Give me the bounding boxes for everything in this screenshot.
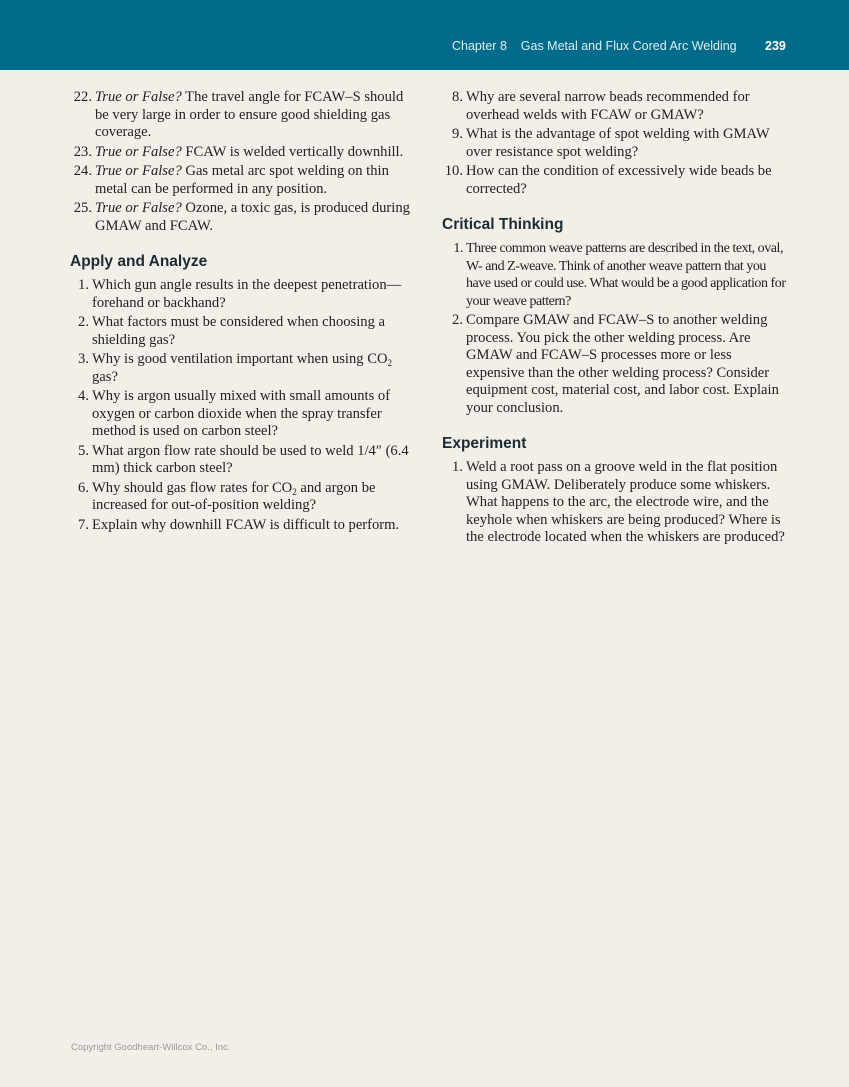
list-item <box>433 312 793 417</box>
true-false-list <box>62 89 412 235</box>
item-number: 5. <box>78 442 89 459</box>
tf-prefix: True or False? <box>95 143 182 160</box>
list-item <box>59 314 412 349</box>
item-number: 3. <box>78 351 89 367</box>
item-number: 25. <box>73 200 92 216</box>
list-item <box>59 277 412 312</box>
tf-prefix: True or False? <box>95 89 182 105</box>
list-item <box>62 144 412 162</box>
list-item <box>59 388 412 441</box>
list-item <box>433 126 793 161</box>
item-number: 7. <box>78 516 89 533</box>
item-text: Ozone, a toxic gas, is produced during GMAW and FCAW. <box>95 200 410 234</box>
list-item <box>62 89 412 142</box>
list-item <box>59 443 412 478</box>
critical-list <box>433 240 793 417</box>
apply-list-continued <box>433 89 793 198</box>
list-item <box>62 163 412 198</box>
item-number: 1. <box>453 241 463 256</box>
page-number: 239 <box>765 39 786 53</box>
item-number: 23. <box>73 143 92 160</box>
copyright-footer: Copyright Goodheart-Willcox Co., Inc. <box>71 1042 231 1053</box>
item-number: 8. <box>452 89 463 105</box>
apply-list <box>59 277 412 534</box>
item-number: 22. <box>73 89 92 105</box>
item-text: Why should gas flow rates for CO <box>92 479 293 496</box>
experiment-list <box>433 459 793 547</box>
item-text: FCAW is welded vertically downhill. <box>181 143 404 160</box>
item-text: and argon be increased for out-of-position welding? <box>92 479 376 513</box>
item-text: Compare GMAW and FCAW–S to another welding process. You pick the other welding process. Are GMAW and FCAW–S processes more or less expensive than the other welding process? Consider equipment cost, material cost, and labor cost. Explain your conclusion. <box>466 312 779 416</box>
list-item <box>59 480 412 515</box>
list-item <box>433 459 793 547</box>
item-text: Why are several narrow beads recommended for overhead welds with FCAW or GMAW? <box>466 89 750 123</box>
subscript: 2 <box>387 358 392 368</box>
item-text: Why is good ventilation important when using CO <box>92 351 388 367</box>
subscript: 2 <box>292 486 297 497</box>
item-text: Gas metal arc spot welding on thin metal can be performed in any position. <box>95 163 389 197</box>
tf-prefix: True or False? <box>95 200 182 216</box>
item-text: Explain why downhill FCAW is difficult to perform. <box>92 516 400 533</box>
section-heading-experiment: Experiment <box>442 435 527 452</box>
list-item <box>433 89 793 124</box>
item-number: 1. <box>452 459 463 475</box>
left-column <box>62 89 412 536</box>
list-item <box>433 163 793 198</box>
tf-prefix: True or False? <box>95 163 182 179</box>
item-number: 10. <box>444 163 463 179</box>
item-number: 2. <box>78 314 89 330</box>
item-number: 6. <box>78 479 89 496</box>
item-number: 9. <box>452 126 463 142</box>
item-text: Three common weave patterns are described in the text, oval, W- and Z-weave. Think of another weave pattern that you have used or could use. What would be a good application for your weave pattern? <box>466 241 786 309</box>
right-column <box>433 89 793 549</box>
item-text: What is the advantage of spot welding with GMAW over resistance spot welding? <box>466 126 770 160</box>
list-item <box>59 351 412 386</box>
item-number: 4. <box>78 388 89 404</box>
item-number: 1. <box>78 277 89 293</box>
page-header <box>0 0 849 70</box>
item-text: Weld a root pass on a groove weld in the flat position using GMAW. Deliberately produce some whiskers. What happens to the arc, the electrode wire, and the keyhole when whiskers are being produced? Where is the electrode located when the whiskers are produced? <box>466 459 785 545</box>
section-heading-apply: Apply and Analyze <box>70 253 208 270</box>
item-text: What argon flow rate should be used to weld 1/4″ (6.4 mm) thick carbon steel? <box>92 442 409 476</box>
list-item <box>433 240 793 310</box>
item-number: 24. <box>73 163 92 179</box>
item-text: The travel angle for FCAW–S should be very large in order to ensure good shielding gas coverage. <box>95 89 404 140</box>
list-item <box>62 200 412 235</box>
item-text: How can the condition of excessively wide beads be corrected? <box>466 163 772 197</box>
item-text: Why is argon usually mixed with small amounts of oxygen or carbon dioxide when the spray transfer method is used on carbon steel? <box>92 388 391 439</box>
section-heading-critical: Critical Thinking <box>442 216 564 233</box>
item-text: gas? <box>92 368 118 385</box>
list-item <box>59 517 412 535</box>
item-text: Which gun angle results in the deepest penetration—forehand or backhand? <box>92 277 402 311</box>
item-number: 2. <box>452 312 463 328</box>
chapter-title: Chapter 8 Gas Metal and Flux Cored Arc Welding <box>452 39 737 53</box>
item-text: What factors must be considered when choosing a shielding gas? <box>92 314 386 348</box>
